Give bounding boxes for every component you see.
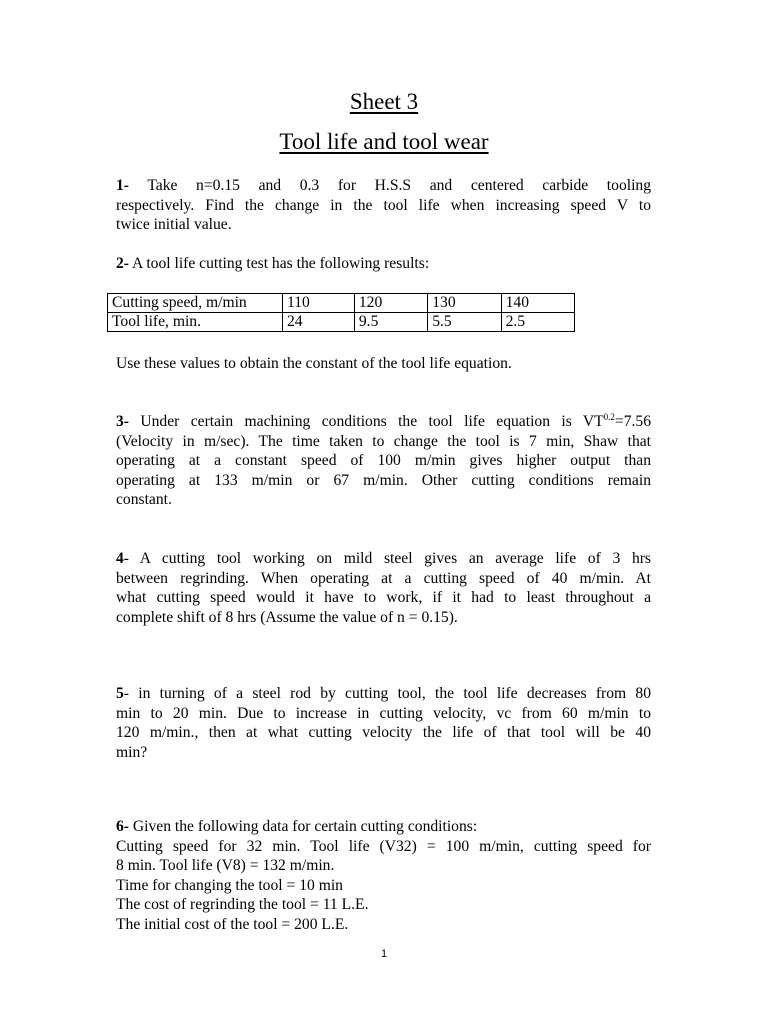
sheet-title: Sheet 3 — [349, 89, 419, 114]
question-1-number: 1- — [116, 177, 129, 194]
question-3-line-2: (Velocity in m/sec). The time taken to change the tool is 7 min, Shaw that — [116, 432, 651, 450]
question-6-line-2: Cutting speed for 32 min. Tool life (V32) = 100 m/min, cutting speed for — [116, 837, 651, 855]
question-4-line-4: complete shift of 8 hrs (Assume the value of n = 0.15). — [116, 608, 458, 626]
question-2-line-1: 2- A tool life cutting test has the following results: — [116, 255, 430, 272]
question-2 — [116, 254, 651, 274]
table-cell: 140 — [501, 294, 574, 313]
question-3-line-1: 3- Under certain machining conditions the tool life equation is $VT^{0.2}=7.56$ — [116, 412, 651, 430]
table-cell: 130 — [428, 294, 501, 313]
question-6-number: 6- — [116, 818, 129, 835]
page-title: Tool life and tool wear — [279, 129, 489, 154]
results-table — [107, 293, 575, 332]
question-2-number: 2- — [116, 255, 129, 272]
question-4-number: 4 — [116, 550, 124, 567]
question-6 — [116, 817, 651, 935]
question-1-line-3: twice initial value. — [116, 216, 232, 234]
question-3-line-3: operating at a constant speed of 100 m/min gives higher output than — [116, 452, 651, 470]
question-3-number: 3- — [116, 413, 129, 430]
question-1-line-2: respectively. Find the change in the tool life when increasing speed V to — [116, 196, 651, 214]
table-cell: 2.5 — [501, 313, 574, 332]
question-1 — [116, 176, 651, 235]
question-2-instruction: Use these values to obtain the constant of the tool life equation. — [116, 355, 512, 372]
question-1-line-1: 1- Take n=0.15 and 0.3 for H.S.S and centered carbide tooling — [116, 177, 651, 194]
table-cell: 5.5 — [428, 313, 501, 332]
question-4-line-2: between regrinding. When operating at a cutting speed of 40 m/min. At — [116, 569, 651, 587]
question-6-line-5: The cost of regrinding the tool = 11 L.E. — [116, 896, 369, 914]
question-6-line-6: The initial cost of the tool = 200 L.E. — [116, 915, 349, 933]
question-3-line-4: operating at 133 m/min or 67 m/min. Other cutting conditions remain — [116, 471, 651, 489]
question-3 — [116, 412, 651, 510]
question-3-line-5: constant. — [116, 491, 172, 509]
page-number: 1 — [380, 948, 388, 960]
question-6-line-1: 6- Given the following data for certain cutting conditions: — [116, 818, 478, 835]
table-cell: 120 — [354, 294, 427, 313]
question-5 — [116, 684, 651, 762]
question-6-line-4: Time for changing the tool = 10 min — [116, 876, 343, 894]
question-4-line-1: 4- A cutting tool working on mild steel gives an average life of 3 hrs — [116, 550, 651, 567]
question-6-line-3: 8 min. Tool life (V8) = 132 m/min. — [116, 857, 335, 875]
question-5-line-2: min to 20 min. Due to increase in cutting velocity, vc from 60 m/min to — [116, 704, 651, 722]
exponent: 0.2 — [603, 412, 615, 422]
table-row-label: Tool life, min. — [108, 313, 283, 332]
question-5-line-1: 5- in turning of a steel rod by cutting tool, the tool life decreases from 80 — [116, 685, 651, 702]
table-row — [108, 313, 575, 332]
question-4-line-3: what cutting speed would it have to work, if it had to least throughout a — [116, 589, 651, 607]
question-5-number: 5 — [116, 685, 124, 702]
table-cell: 9.5 — [354, 313, 427, 332]
question-5-line-4: min? — [116, 743, 148, 761]
question-4 — [116, 549, 651, 627]
table-cell: 110 — [283, 294, 355, 313]
question-5-line-3: 120 m/min., then at what cutting velocity the life of that tool will be 40 — [116, 724, 651, 742]
table-row — [108, 294, 575, 313]
table-cell: 24 — [283, 313, 355, 332]
table-row-label: Cutting speed, m/min — [108, 294, 283, 313]
